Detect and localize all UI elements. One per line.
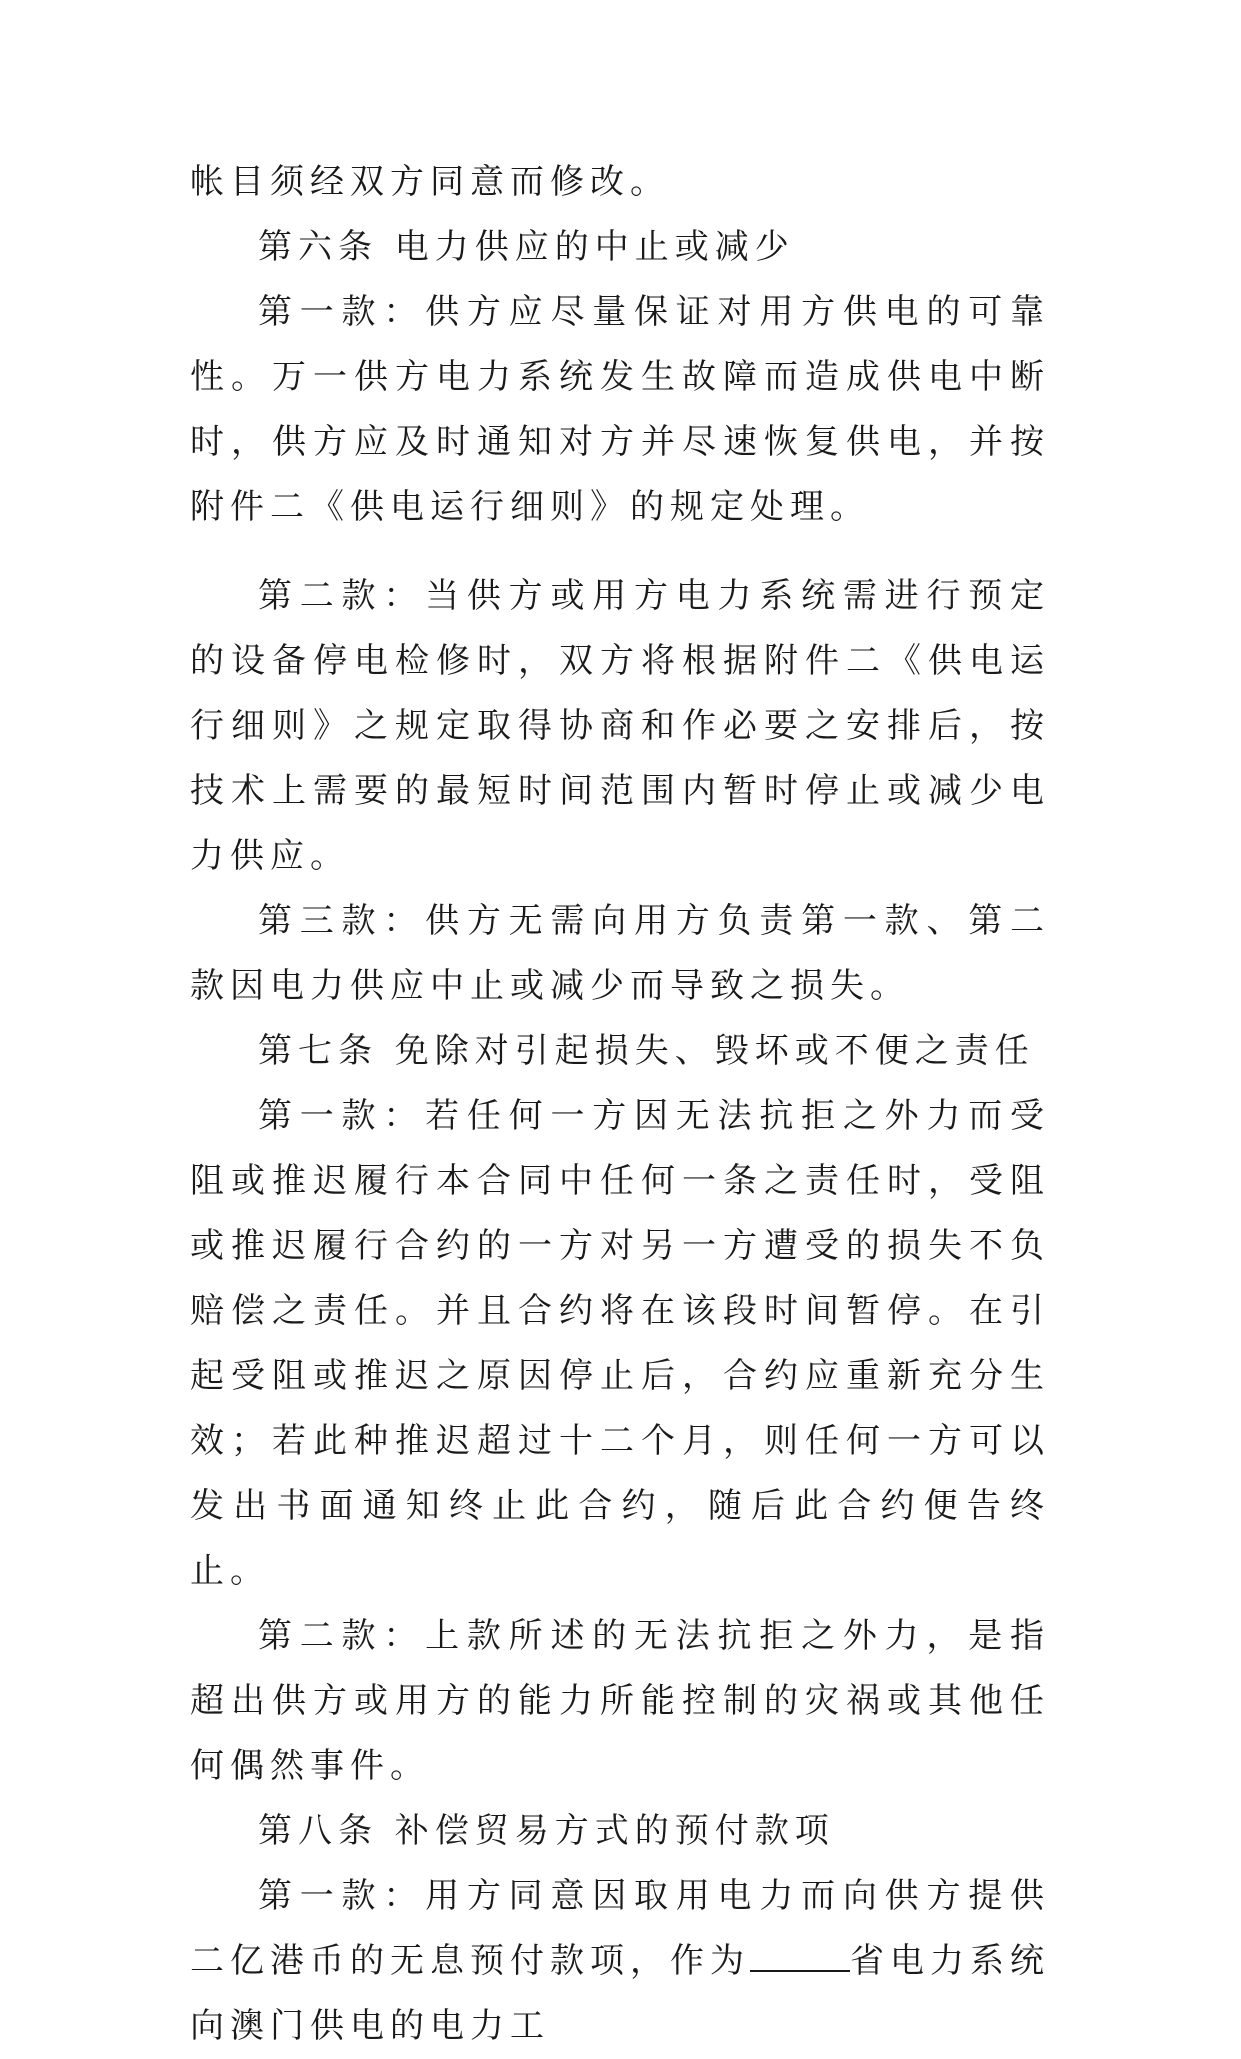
fill-in-blank <box>750 1940 850 1972</box>
paragraph-continuation: 帐目须经双方同意而修改。 <box>190 162 670 202</box>
article-8-title: 第八条 补偿贸易方式的预付款项 <box>258 1811 835 1851</box>
article-8-clause-1 <box>190 1864 1050 2059</box>
article-7-title: 第七条 免除对引起损失、毁坏或不便之责任 <box>258 1031 1035 1071</box>
article-6-clause-1: 第一款：供方应尽量保证对用方供电的可靠性。万一供方电力系统发生故障而造成供电中断时，供方应及时通知对方并尽速恢复供电，并按附件二《供电运行细则》的规定处理。 <box>190 292 1050 527</box>
article-8-clause-1-text-after: 省电力系统向澳门供电的电力工 <box>190 1941 1050 2046</box>
article-6-clause-3: 第三款：供方无需向用方负责第一款、第二款因电力供应中止或减少而导致之损失。 <box>190 901 1050 1006</box>
article-6-clause-2: 第二款：当供方或用方电力系统需进行预定的设备停电检修时，双方将根据附件二《供电运行细则》之规定取得协商和作必要之安排后，按技术上需要的最短时间范围内暂时停止或减少电力供应。 <box>190 576 1050 876</box>
document-body <box>190 150 1050 2059</box>
article-8-clause-1-text-before: 第一款：用方同意因取用电力而向供方提供二亿港币的无息预付款项，作为 <box>190 1876 1050 1981</box>
article-6-title: 第六条 电力供应的中止或减少 <box>258 227 795 267</box>
article-7-clause-1: 第一款：若任何一方因无法抗拒之外力而受阻或推迟履行本合同中任何一条之责任时，受阻或推迟履行合约的一方对另一方遭受的损失不负赔偿之责任。并且合约将在该段时间暂停。在引起受阻或推迟之原因停止后，合约应重新充分生效；若此种推迟超过十二个月，则任何一方可以发出书面通知终止此合约，随后此合约便告终止。 <box>190 1096 1050 1591</box>
article-7-clause-2: 第二款：上款所述的无法抗拒之外力，是指超出供方或用方的能力所能控制的灾祸或其他任何偶然事件。 <box>190 1616 1050 1786</box>
